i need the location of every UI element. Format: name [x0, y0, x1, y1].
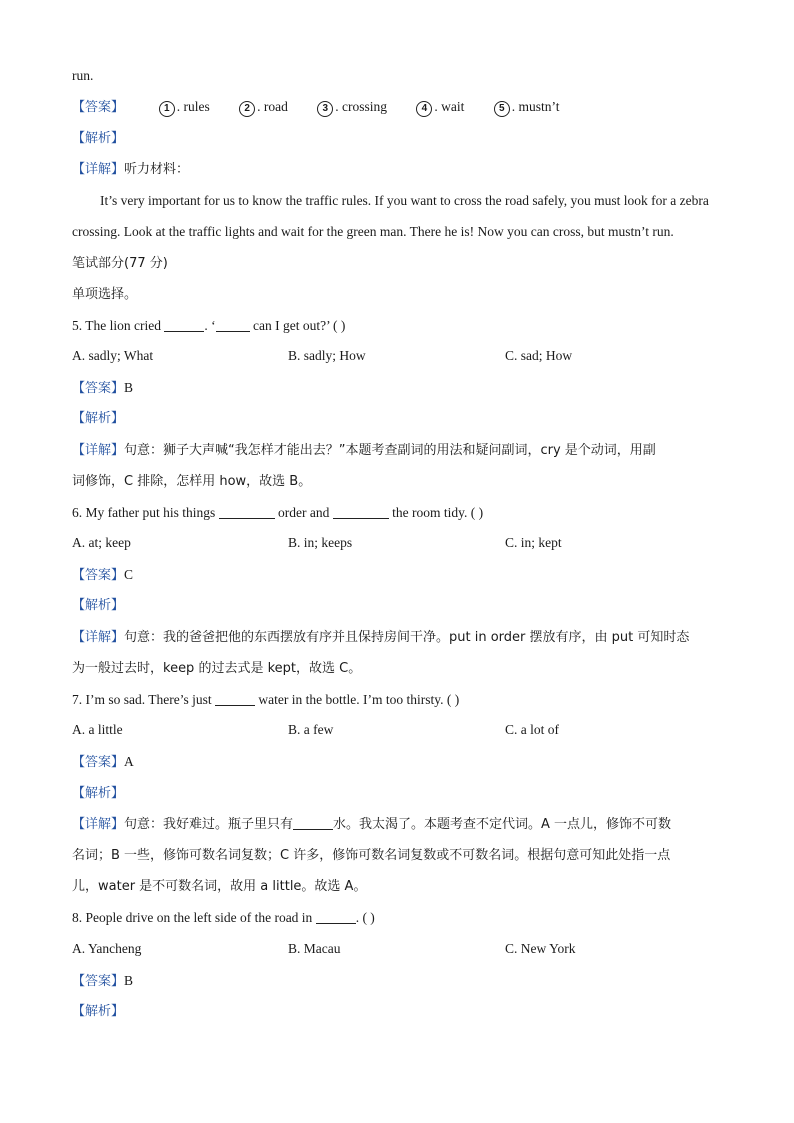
q6-detail-line-1: 【详解】句意：我的爸爸把他的东西摆放有序并且保持房间干净。put in order 摆放有序，由 put 可知时态	[72, 630, 690, 645]
q8-option-a: A. Yancheng	[72, 941, 142, 956]
q8-option-c: C. New York	[505, 941, 576, 956]
blank	[293, 817, 333, 830]
blank	[219, 506, 275, 519]
q7-answer: 【答案】A	[72, 754, 134, 770]
blank	[333, 506, 389, 519]
detail-title: 听力材料：	[124, 162, 190, 177]
q6-option-b: B. in; keeps	[288, 535, 353, 550]
q5-detail-line-1: 【详解】句意：狮子大声喊“我怎样才能出去？”本题考查副词的用法和疑问副词，cry 是个动词，用副	[72, 443, 656, 458]
detail-label: 【详解】	[72, 162, 125, 177]
section-subtitle: 单项选择。	[72, 287, 138, 302]
intro-text: run.	[72, 68, 94, 83]
q5-option-c: C. sad; How	[505, 348, 573, 363]
answer-label: 【答案】	[72, 100, 125, 115]
q5-answer: 【答案】B	[72, 380, 134, 396]
section-title: 笔试部分(77 分)	[72, 256, 168, 271]
blank	[216, 319, 250, 332]
q6-option-a: A. at; keep	[72, 535, 131, 550]
blank	[316, 911, 356, 924]
q6-detail-line-2: 为一般过去时，keep 的过去式是 kept，故选 C。	[72, 661, 362, 676]
q5-stem: 5. The lion cried . ‘ can I get out?’ ( )	[72, 318, 346, 333]
q7-stem: 7. I’m so sad. There’s just water in the bottle. I’m too thirsty. ( )	[72, 692, 460, 707]
q4-detail	[72, 161, 732, 179]
q4-transcript-line-1: It’s very important for us to know the traffic rules. If you want to cross the road safely, you must look for a zebra	[100, 193, 709, 208]
q5-analysis-label: 【解析】	[72, 411, 125, 426]
q7-analysis-label: 【解析】	[72, 786, 125, 801]
q4-transcript-line-2: crossing. Look at the traffic lights and wait for the green man. There he is! Now you can cross, but mustn’t run.	[72, 224, 674, 239]
q5-option-b: B. sadly; How	[288, 348, 366, 363]
q4-answer-4: 4 . wait	[416, 98, 464, 117]
q4-answer-row	[72, 98, 732, 117]
q7-option-b: B. a few	[288, 722, 334, 737]
q6-answer: 【答案】C	[72, 567, 134, 583]
blank	[164, 319, 204, 332]
q6-stem: 6. My father put his things order and the room tidy. ( )	[72, 505, 484, 520]
q4-analysis-label: 【解析】	[72, 131, 125, 146]
q5-option-a: A. sadly; What	[72, 348, 154, 363]
blank	[215, 693, 255, 706]
q7-detail-line-3: 儿，water 是不可数名词，故用 a little。故选 A。	[72, 879, 367, 894]
q4-answer-2: 2 . road	[239, 98, 288, 117]
q6-analysis-label: 【解析】	[72, 598, 125, 613]
q4-answer-1: 1 . rules	[159, 98, 210, 117]
q4-answer-3: 3 . crossing	[317, 98, 387, 117]
q8-answer: 【答案】B	[72, 973, 134, 989]
q7-detail-line-1: 【详解】句意：我好难过。瓶子里只有 水。我太渴了。本题考查不定代词。A 一点儿，修饰不可数	[72, 817, 672, 832]
q7-detail-line-2: 名词；B 一些，修饰可数名词复数；C 许多，修饰可数名词复数或不可数名词。根据句意可知此处指一点	[72, 848, 671, 863]
q8-option-b: B. Macau	[288, 941, 341, 956]
q7-option-a: A. a little	[72, 722, 123, 737]
q5-detail-line-2: 词修饰，C 排除，怎样用 how，故选 B。	[72, 474, 312, 489]
q6-option-c: C. in; kept	[505, 535, 562, 550]
q8-analysis-label: 【解析】	[72, 1004, 125, 1019]
q7-option-c: C. a lot of	[505, 722, 559, 737]
q4-answer-5: 5 . mustn’t	[494, 98, 560, 117]
q8-stem: 8. People drive on the left side of the road in . ( )	[72, 910, 375, 925]
